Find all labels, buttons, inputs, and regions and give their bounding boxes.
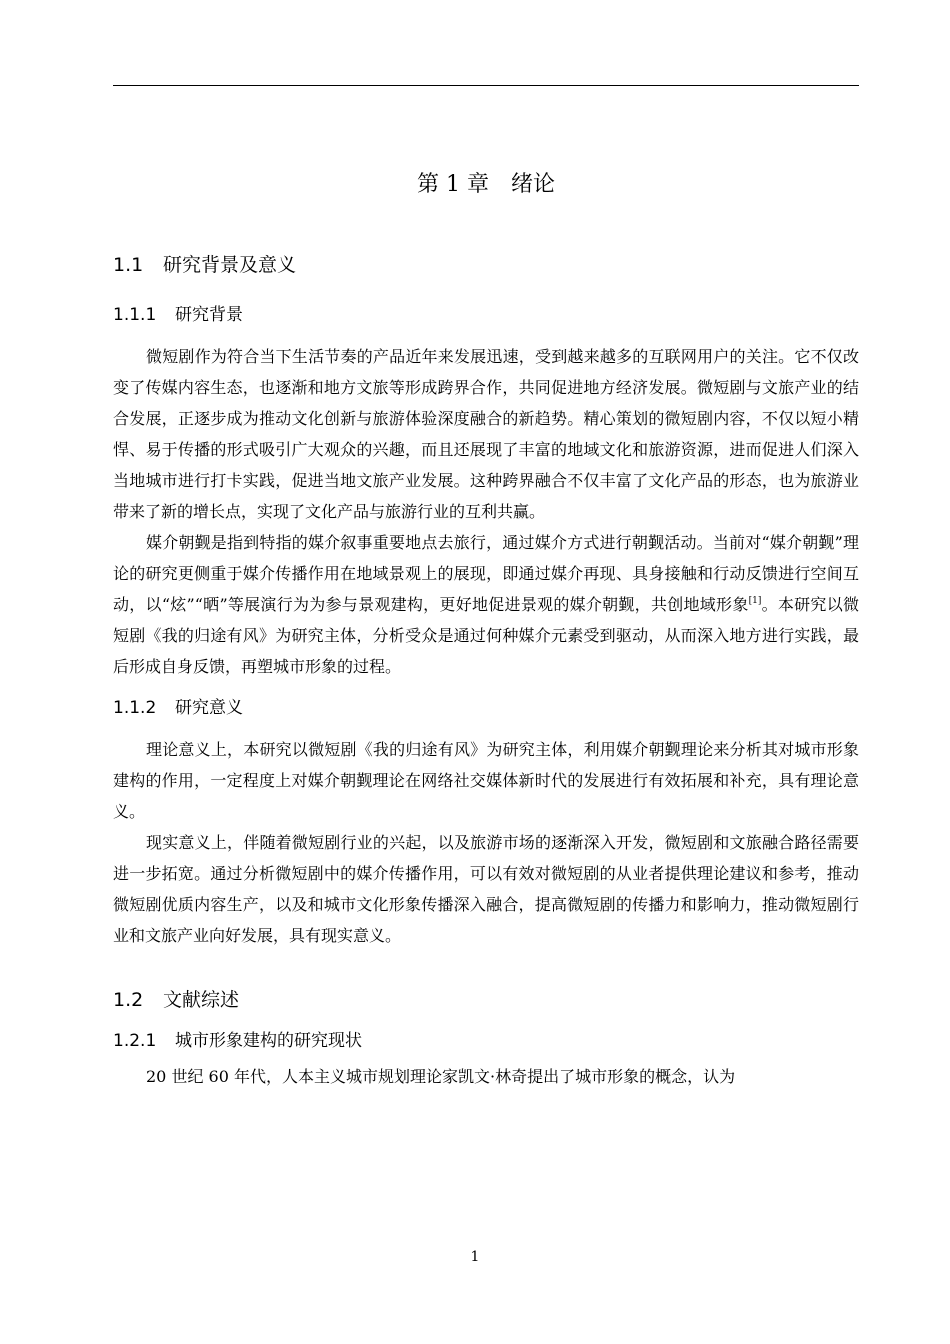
subsection-heading-1-1-1 — [113, 303, 859, 327]
paragraph-text: 。本研究以微短剧《我的归途有风》为研究主体，分析受众是通过何种媒介元素受到驱动，从而深入地方进行实践，最后形成自身反馈，再塑城市形象的过程。 — [113, 595, 859, 676]
subsection-heading-1-2-1 — [113, 1029, 859, 1053]
paragraph-significance-1: 理论意义上，本研究以微短剧《我的归途有风》为研究主体，利用媒介朝觐理论来分析其对城市形象建构的作用，一定程度上对媒介朝觐理论在网络社交媒体新时代的发展进行有效拓展和补充，具有理论意义。 — [113, 740, 859, 821]
section-heading-1-1 — [113, 252, 859, 278]
page-number: 1 — [470, 1249, 480, 1265]
section-title: 文献综述 — [163, 989, 240, 1011]
citation-ref[interactable]: [1] — [748, 596, 762, 606]
subsection-number: 1.2.1 — [113, 1031, 157, 1051]
section-number: 1.1 — [113, 254, 144, 276]
chapter-name: 绪论 — [510, 172, 555, 197]
paragraph-background-1: 微短剧作为符合当下生活节奏的产品近年来发展迅速，受到越来越多的互联网用户的关注。它不仅改变了传媒内容生态，也逐渐和地方文旅等形成跨界合作，共同促进地方经济发展。微短剧与文旅产业的结合发展，正逐步成为推动文化创新与旅游体验深度融合的新趋势。精心策划的微短剧内容，不仅以短小精悍、易于传播的形式吸引广大观众的兴趣，而且还展现了丰富的地域文化和旅游资源，进而促进人们深入当地城市进行打卡实践，促进当地文旅产业发展。这种跨界融合不仅丰富了文化产品的形态，也为旅游业带来了新的增长点，实现了文化产品与旅游行业的互利共赢。 — [113, 347, 859, 521]
chapter-number: 第 1 章 — [417, 172, 489, 197]
paragraph-significance-2: 现实意义上，伴随着微短剧行业的兴起，以及旅游市场的逐渐深入开发，微短剧和文旅融合路径需要进一步拓宽。通过分析微短剧中的媒介传播作用，可以有效对微短剧的从业者提供理论建议和参考，推动微短剧优质内容生产，以及和城市文化形象传播深入融合，提高微短剧的传播力和影响力，推动微短剧行业和文旅产业向好发展，具有现实意义。 — [113, 833, 859, 945]
paragraph-literature-1: 20 世纪 60 年代，人本主义城市规划理论家凯文·林奇提出了城市形象的概念，认为 — [146, 1067, 736, 1086]
section-number: 1.2 — [113, 989, 144, 1011]
subsection-title: 研究背景 — [175, 305, 243, 325]
subsection-heading-1-1-2 — [113, 696, 859, 720]
subsection-title: 城市形象建构的研究现状 — [175, 1031, 362, 1051]
paragraph-text: 媒介朝觐是指到特指的媒介叙事重要地点去旅行，通过媒介方式进行朝觐活动。当前对“媒介朝觐”理论的研究更侧重于媒介传播作用在地域景观上的展现，即通过媒介再现、具身接触和行动反馈进行空间互动，以“炫”“晒”等展演行为为参与景观建构，更好地促进景观的媒介朝觐，共创地域形象 — [113, 533, 859, 614]
subsection-number: 1.1.1 — [113, 305, 157, 325]
section-heading-1-2 — [113, 987, 859, 1013]
section-title: 研究背景及意义 — [163, 254, 297, 276]
page-content — [113, 170, 859, 1092]
header-rule — [113, 85, 859, 86]
subsection-number: 1.1.2 — [113, 698, 157, 718]
paragraph-background-2 — [113, 527, 859, 682]
chapter-title — [113, 170, 859, 200]
subsection-title: 研究意义 — [175, 698, 243, 718]
